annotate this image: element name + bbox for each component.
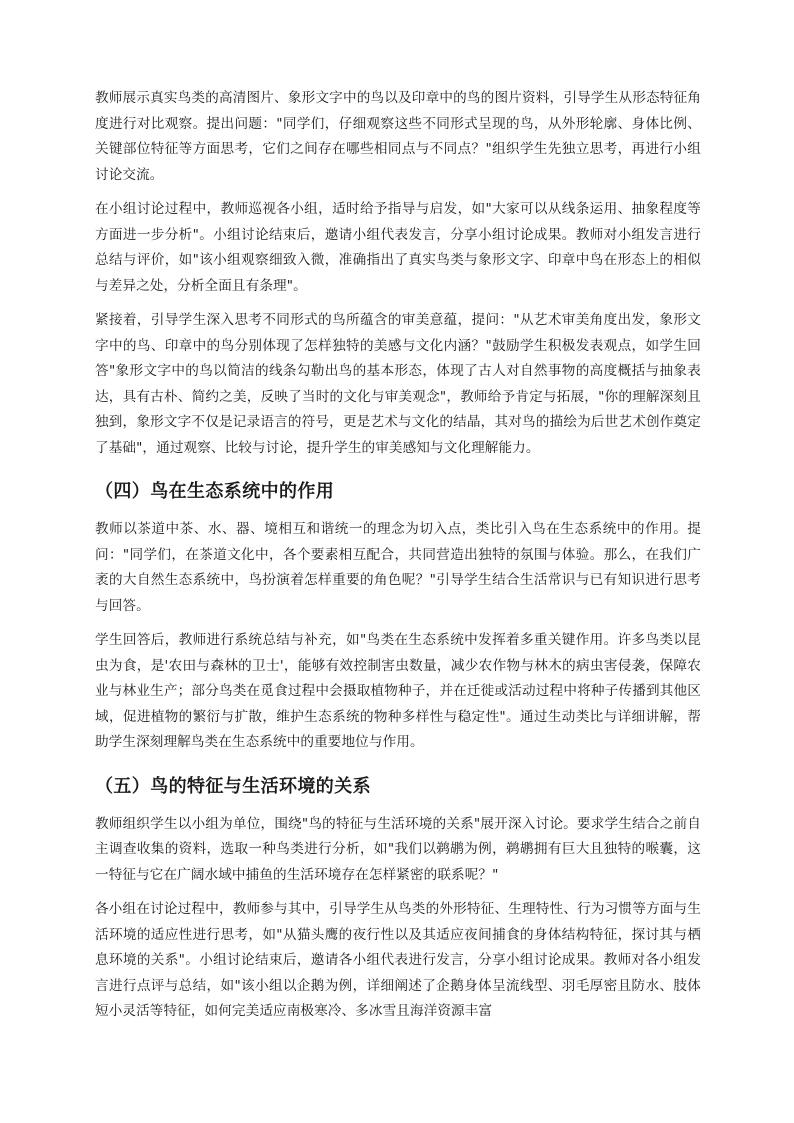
paragraph: 紧接着，引导学生深入思考不同形式的鸟所蕴含的审美意蕴，提问："从艺术审美角度出发，象形文字中的鸟、印章中的鸟分别体现了怎样独特的美感与文化内涵？"鼓励学生积极发表观点，如学生回答"象形文字中的鸟以简洁的线条勾勒出鸟的基本形态，体现了古人对自然事物的高度概括与抽象表达，具有古朴、简约之美，反映了当时的文化与审美观念"，教师给予肯定与拓展，"你的理解深刻且独到，象形文字不仅是记录语言的符号，更是艺术与文化的结晶，其对鸟的描绘为后世艺术创作奠定了基础"，通过观察、比较与讨论，提升学生的审美感知与文化理解能力。: [95, 312, 701, 456]
paragraph: 在小组讨论过程中，教师巡视各小组，适时给予指导与启发，如"大家可以从线条运用、抽象程度等方面进一步分析"。小组讨论结束后，邀请小组代表发言，分享小组讨论成果。教师对小组发言进行总结与评价，如"该小组观察细致入微，准确指出了真实鸟类与象形文字、印章中鸟在形态上的相似与差异之处，分析全面且有条理"。: [95, 201, 701, 294]
paragraph: 教师以茶道中茶、水、器、境相互和谐统一的理念为切入点，类比引入鸟在生态系统中的作用。提问："同学们，在茶道文化中，各个要素相互配合，共同营造出独特的氛围与体验。那么，在我们广袤的大自然生态系统中，鸟扮演着怎样重要的角色呢？"引导学生结合生活常识与已有知识进行思考与回答。: [95, 521, 701, 614]
paragraph: 各小组在讨论过程中，教师参与其中，引导学生从鸟类的外形特征、生理特性、行为习惯等方面与生活环境的适应性进行思考，如"从猫头鹰的夜行性以及其适应夜间捕食的身体结构特征，探讨其与栖息环境的关系"。小组讨论结束后，邀请各小组代表进行发言，分享小组讨论成果。教师对各小组发言进行点评与总结，如"该小组以企鹅为例，详细阐述了企鹅身体呈流线型、羽毛厚密且防水、肢体短小灵活等特征，如何完美适应南极寒冷、多冰雪且海洋资源丰富: [95, 901, 701, 1019]
section-heading: （五）鸟的特征与生活环境的关系: [95, 775, 371, 797]
paragraph: 学生回答后，教师进行系统总结与补充，如"鸟类在生态系统中发挥着多重关键作用。许多鸟类以昆虫为食，是'农田与森林的卫士'，能够有效控制害虫数量，减少农作物与林木的病虫害侵袭，保障农业与林业生产；部分鸟类在觅食过程中会摄取植物种子，并在迁徙或活动过程中将种子传播到其他区域，促进植物的繁衍与扩散，维护生态系统的物种多样性与稳定性"。通过生动类比与详细讲解，帮助学生深刻理解鸟类在生态系统中的重要地位与作用。: [95, 632, 701, 750]
section-heading: （四）鸟在生态系统中的作用: [95, 481, 335, 502]
paragraph: 教师展示真实鸟类的高清图片、象形文字中的鸟以及印章中的鸟的图片资料，引导学生从形态特征角度进行对比观察。提出问题："同学们，仔细观察这些不同形式呈现的鸟，从外形轮廓、身体比例、关键部位特征等方面思考，它们之间存在哪些相同点与不同点？"组织学生先独立思考，再进行小组讨论交流。: [95, 90, 701, 183]
document-page: [95, 86, 701, 1034]
paragraph: 教师组织学生以小组为单位，围绕"鸟的特征与生活环境的关系"展开深入讨论。要求学生结合之前自主调查收集的资料，选取一种鸟类进行分析，如"我们以鹈鹕为例，鹈鹕拥有巨大且独特的喉囊，这一特征与它在广阔水域中捕鱼的生活环境存在怎样紧密的联系呢？": [95, 815, 701, 883]
